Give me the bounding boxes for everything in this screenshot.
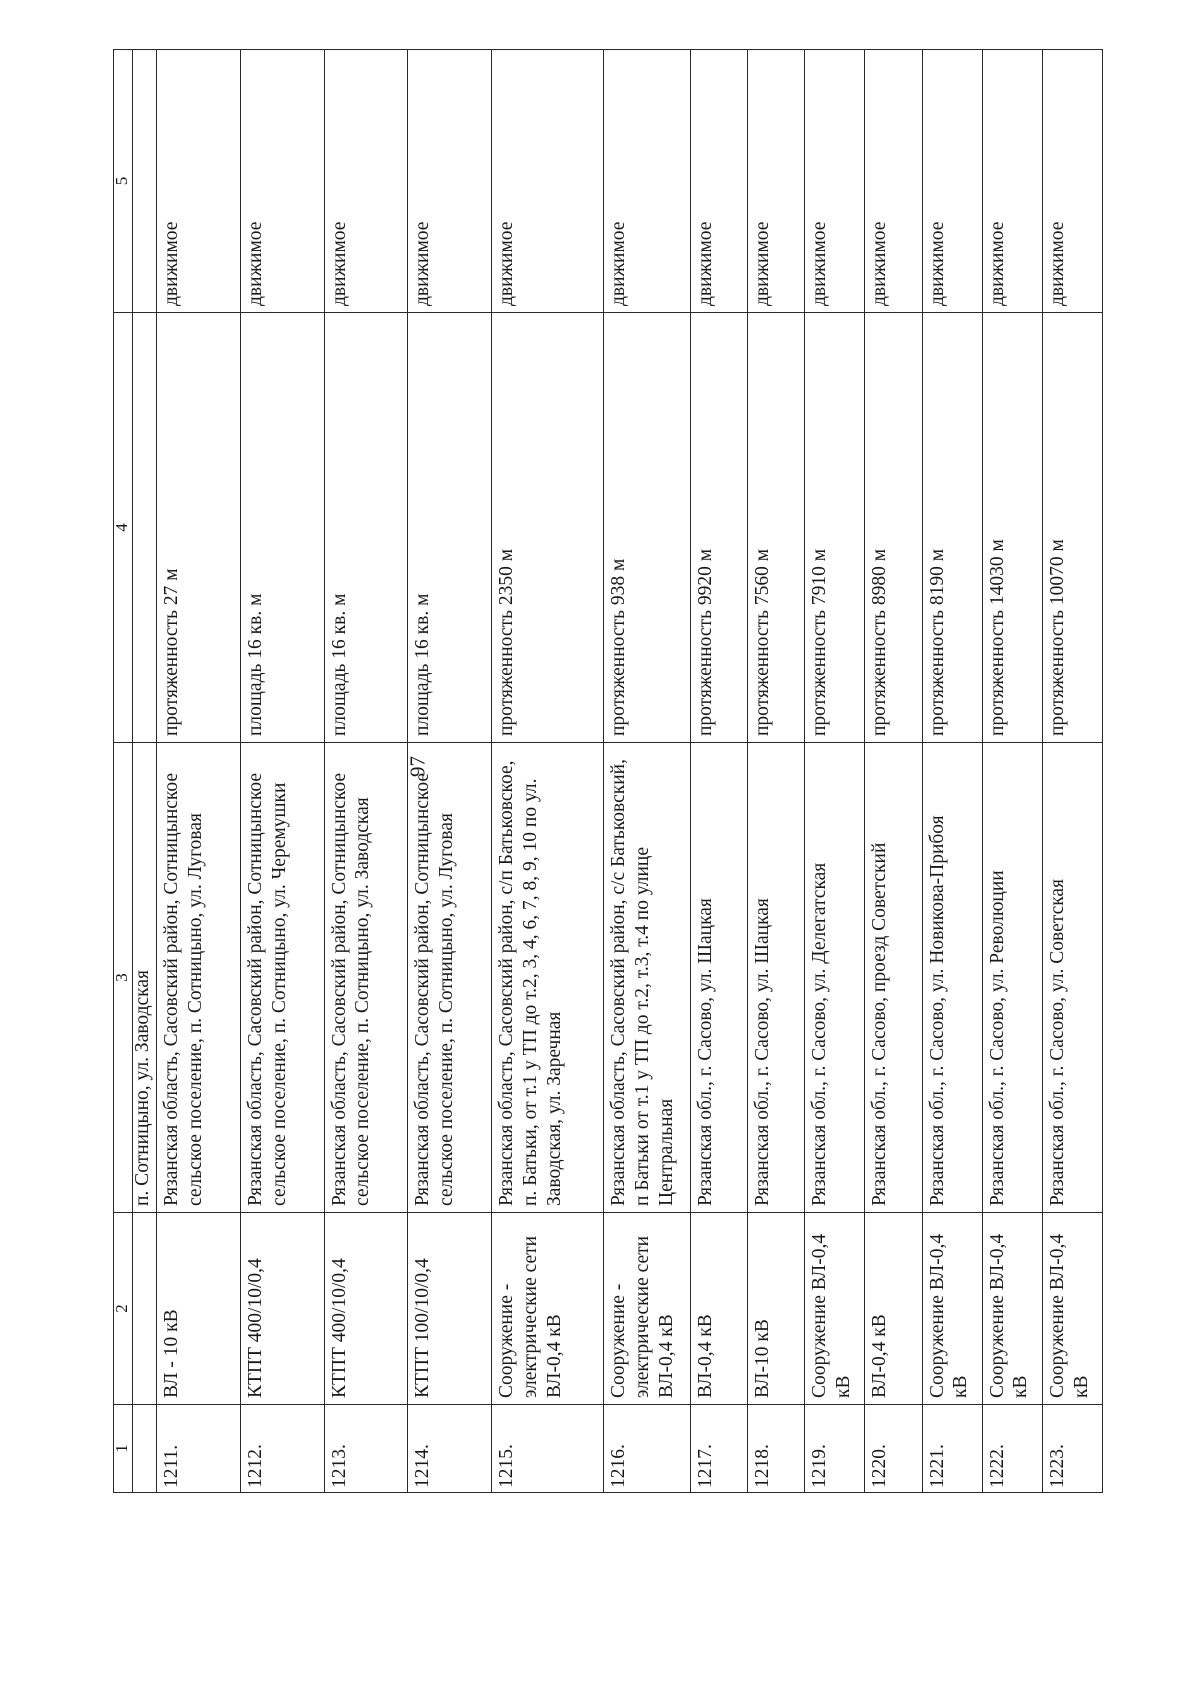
row-name: Сооружение ВЛ-0,4 кВ <box>805 1213 865 1405</box>
row-address: Рязанская область, Сасовский район, с/с Батьковский, п Батьки от т.1 у ТП до т.2, т.3, т.4 по улице Центральная <box>604 743 690 1213</box>
row-type: движимое <box>492 50 604 313</box>
row-type: движимое <box>604 50 690 313</box>
header-col-1: 1 <box>114 1405 133 1493</box>
row-characteristic: протяженность 14030 м <box>982 313 1042 743</box>
row-address: Рязанская обл., г. Сасово, проезд Советский <box>865 743 922 1213</box>
row-name: КТПТ 100/10/0,4 <box>408 1213 492 1405</box>
row-type: движимое <box>865 50 922 313</box>
row-address: Рязанская обл., г. Сасово, ул. Новикова-Прибоя <box>922 743 982 1213</box>
row-type: движимое <box>805 50 865 313</box>
row-address: Рязанская обл., г. Сасово, ул. Шацкая <box>690 743 747 1213</box>
row-name: ВЛ-0,4 кВ <box>865 1213 922 1405</box>
row-characteristic: протяженность 938 м <box>604 313 690 743</box>
table-row <box>922 50 982 1493</box>
row-type: движимое <box>1042 50 1102 313</box>
row-characteristic: протяженность 27 м <box>157 313 241 743</box>
table-row <box>982 50 1042 1493</box>
row-type: движимое <box>324 50 408 313</box>
header-col-5: 5 <box>114 50 133 313</box>
row-type: движимое <box>747 50 804 313</box>
row-num: 1222. <box>982 1405 1042 1493</box>
table-header-row <box>114 50 133 1493</box>
row-type: движимое <box>240 50 324 313</box>
row-num: 1215. <box>492 1405 604 1493</box>
row-type: движимое <box>690 50 747 313</box>
row-name: Сооружение ВЛ-0,4 кВ <box>1042 1213 1102 1405</box>
header-col-4: 4 <box>114 313 133 743</box>
row-num: 1216. <box>604 1405 690 1493</box>
row-characteristic: протяженность 8190 м <box>922 313 982 743</box>
row-name: КТПТ 400/10/0,4 <box>324 1213 408 1405</box>
table-row <box>492 50 604 1493</box>
table-wrapper <box>113 50 1103 1493</box>
continuation-name <box>133 1213 157 1405</box>
row-type: движимое <box>157 50 241 313</box>
row-num: 1218. <box>747 1405 804 1493</box>
row-type: движимое <box>982 50 1042 313</box>
row-address: Рязанская область, Сасовский район, Сотницынское сельское поселение, п. Сотницыно, ул. Луговая <box>157 743 241 1213</box>
row-name: КТПТ 400/10/0,4 <box>240 1213 324 1405</box>
table-row <box>604 50 690 1493</box>
row-num: 1220. <box>865 1405 922 1493</box>
continuation-num <box>133 1405 157 1493</box>
rotated-table-area <box>113 50 1103 1493</box>
header-col-2: 2 <box>114 1213 133 1405</box>
row-characteristic: площадь 16 кв. м <box>240 313 324 743</box>
row-num: 1217. <box>690 1405 747 1493</box>
table-row <box>747 50 804 1493</box>
row-characteristic: протяженность 9920 м <box>690 313 747 743</box>
row-address: Рязанская обл., г. Сасово, ул. Советская <box>1042 743 1102 1213</box>
row-name: ВЛ-0,4 кВ <box>690 1213 747 1405</box>
row-address: Рязанская область, Сасовский район, Сотницынское сельское поселение, п. Сотницыно, ул. Заводская <box>324 743 408 1213</box>
table-row <box>240 50 324 1493</box>
row-characteristic: протяженность 7910 м <box>805 313 865 743</box>
row-characteristic: площадь 16 кв. м <box>408 313 492 743</box>
row-type: движимое <box>408 50 492 313</box>
continuation-address: п. Сотницыно, ул. Заводская <box>133 743 157 1213</box>
page-number: 97 <box>405 756 430 777</box>
header-col-3: 3 <box>114 743 133 1213</box>
table-row <box>408 50 492 1493</box>
table-row <box>157 50 241 1493</box>
property-table <box>113 49 1103 1493</box>
row-characteristic: протяженность 8980 м <box>865 313 922 743</box>
row-address: Рязанская область, Сасовский район, с/п Батьковское, п. Батьки, от т.1 у ТП до т.2, 3, 4, 6, 7, 8, 9, 10 по ул. Заводская, ул. Заречная <box>492 743 604 1213</box>
row-num: 1211. <box>157 1405 241 1493</box>
table-row <box>805 50 865 1493</box>
table-row <box>1042 50 1102 1493</box>
row-num: 1221. <box>922 1405 982 1493</box>
row-num: 1213. <box>324 1405 408 1493</box>
row-num: 1212. <box>240 1405 324 1493</box>
row-address: Рязанская область, Сасовский район, Сотницынское сельское поселение, п. Сотницыно, ул. Черемушки <box>240 743 324 1213</box>
row-name: ВЛ-10 кВ <box>747 1213 804 1405</box>
row-address: Рязанская область, Сасовский район, Сотницынское сельское поселение, п. Сотницыно, ул. Луговая <box>408 743 492 1213</box>
row-address: Рязанская обл., г. Сасово, ул. Делегатская <box>805 743 865 1213</box>
table-row <box>690 50 747 1493</box>
row-name: Сооружение - электрические сети ВЛ-0,4 кВ <box>604 1213 690 1405</box>
table-row <box>324 50 408 1493</box>
row-name: Сооружение ВЛ-0,4 кВ <box>982 1213 1042 1405</box>
row-characteristic: протяженность 2350 м <box>492 313 604 743</box>
table-row <box>865 50 922 1493</box>
row-name: ВЛ - 10 кВ <box>157 1213 241 1405</box>
row-address: Рязанская обл., г. Сасово, ул. Революции <box>982 743 1042 1213</box>
continuation-characteristic <box>133 313 157 743</box>
row-num: 1219. <box>805 1405 865 1493</box>
row-address: Рязанская обл., г. Сасово, ул. Шацкая <box>747 743 804 1213</box>
row-characteristic: протяженность 7560 м <box>747 313 804 743</box>
row-characteristic: протяженность 10070 м <box>1042 313 1102 743</box>
row-type: движимое <box>922 50 982 313</box>
row-name: Сооружение ВЛ-0,4 кВ <box>922 1213 982 1405</box>
row-name: Сооружение - электрические сети ВЛ-0,4 кВ <box>492 1213 604 1405</box>
row-num: 1214. <box>408 1405 492 1493</box>
row-characteristic: площадь 16 кв. м <box>324 313 408 743</box>
continuation-type <box>133 50 157 313</box>
row-num: 1223. <box>1042 1405 1102 1493</box>
continuation-row <box>133 50 157 1493</box>
